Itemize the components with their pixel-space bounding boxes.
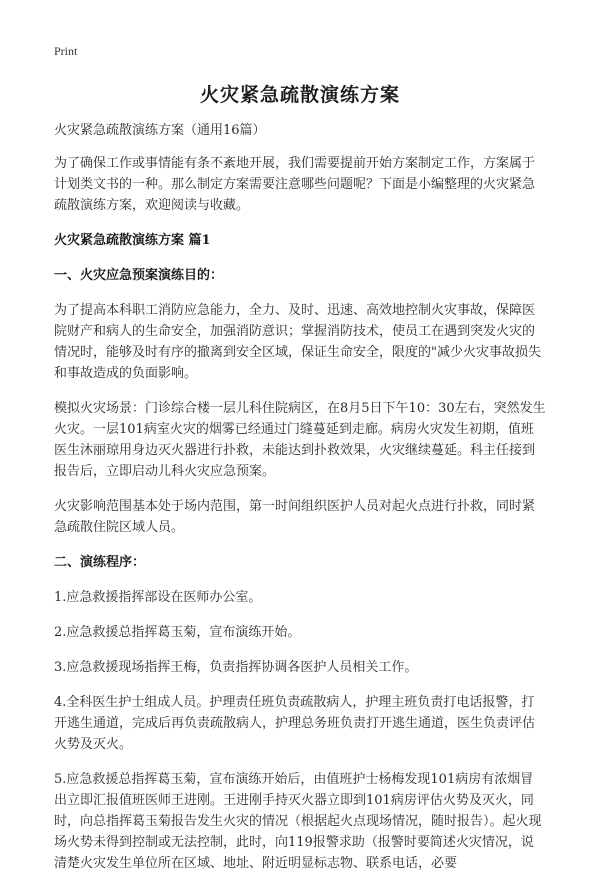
procedure-step-1: 1.应急救援指挥部设在医师办公室。 [54, 590, 262, 605]
heading-purpose: 一、火灾应急预案演练目的： [54, 268, 224, 283]
paragraph-purpose: 为了提高本科职工消防应急能力，全力、及时、迅速、高效地控制火灾事故，保障医院财产和病人的生命安全，加强消防意识；掌握消防技术，使员工在遇到突发火灾的情况时，能够及时有序的撤离到安全区域，保证生命安全，限度的"减少火灾事故损失和事故造成的负面影响。 [54, 303, 541, 381]
procedure-step-3: 3.应急救援现场指挥王梅，负责指挥协调各医护人员相关工作。 [54, 660, 418, 675]
procedure-step-5: 5.应急救援总指挥葛玉菊，宣布演练开始后，由值班护士杨梅发现101病房有浓烟冒出立即汇报值班医师王进刚。王进刚手持灭火器立即到101病房评估火势及灭火，同时，向总指挥葛玉菊报告发生火灾的情况（根据起火点现场情况，随时报告）。起火现场火势未得到控制或无法控制，此时，向119报警求助（报警时要简述火灾情况，说清楚火灾发生单位所在区域、地址、附近明显标志物、联系电话，必要 [54, 772, 542, 871]
document-body [54, 120, 546, 888]
procedure-step-4: 4.全科医生护士组成人员。护理责任班负责疏散病人，护理主班负责打电话报警，打开逃生通道，完成后再负责疏散病人，护理总务班负责打开逃生通道，医生负责评估火势及灭火。 [54, 695, 536, 752]
intro-paragraph: 为了确保工作或事情能有条不紊地开展，我们需要提前开始方案制定工作，方案属于计划类文书的一种。那么制定方案需要注意哪些问题呢？下面是小编整理的火灾紧急疏散演练方案，欢迎阅读与收藏。 [54, 156, 536, 213]
section-title: 火灾紧急疏散演练方案 篇1 [54, 233, 211, 248]
procedure-step-2: 2.应急救援总指挥葛玉菊，宣布演练开始。 [54, 625, 301, 640]
document-title: 火灾紧急疏散演练方案 [199, 84, 400, 106]
paragraph-scenario: 模拟火灾场景：门诊综合楼一层儿科住院病区，在8月5日下午10：30左右，突然发生火灾。一层101病室火灾的烟雾已经通过门缝蔓延到走廊。病房火灾发生初期，值班医生沐丽琼用身边灭火器进行扑救，未能达到扑救效果，火灾继续蔓延。科主任接到报告后，立即启动儿科火灾应急预案。 [54, 401, 546, 479]
document-subtitle: 火灾紧急疏散演练方案（通用16篇） [54, 123, 266, 138]
print-label[interactable]: Print [54, 44, 78, 58]
heading-procedure: 二、演练程序： [54, 555, 146, 570]
paragraph-scope: 火灾影响范围基本处于场内范围，第一时间组织医护人员对起火点进行扑救，同时紧急疏散住院区域人员。 [54, 499, 536, 535]
